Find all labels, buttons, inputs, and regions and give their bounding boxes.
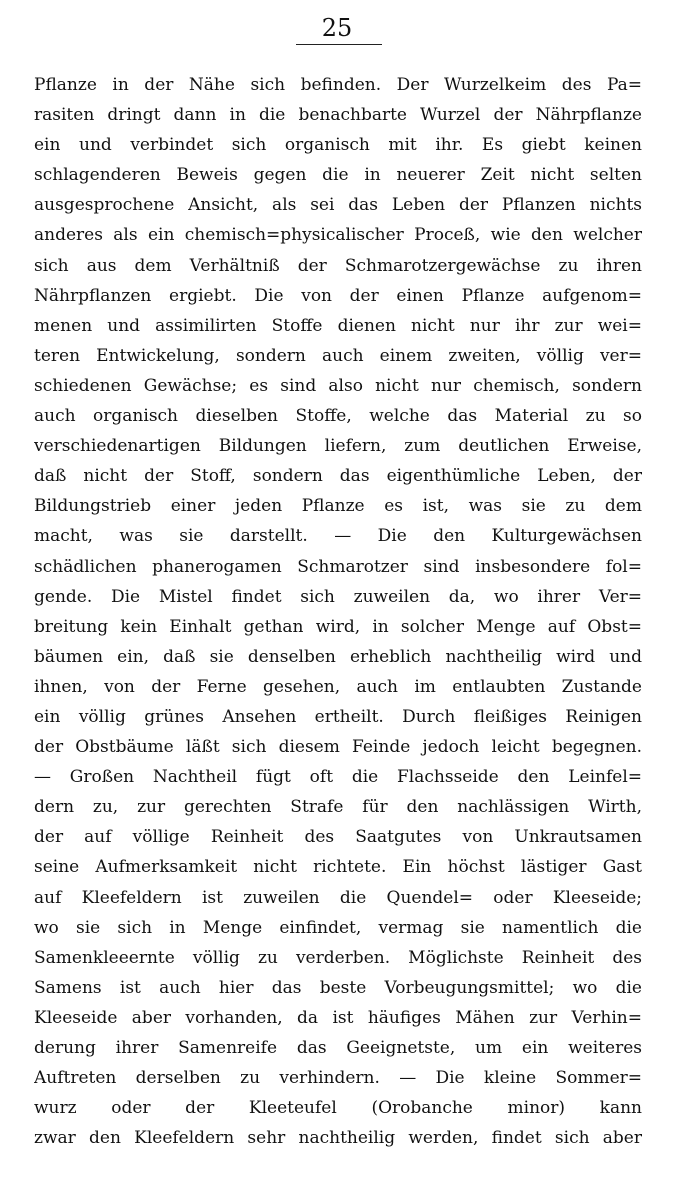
text-line: Nährpflanzen ergiebt. Die von der einen Pflanze aufgenom= — [34, 285, 642, 306]
text-line: ausgesprochene Ansicht, als sei das Leben der Pflanzen nichts — [34, 195, 642, 216]
text-line: sich aus dem Verhältniß der Schmarotzergewächse zu ihren — [34, 255, 642, 276]
text-line: auf Kleefeldern ist zuweilen die Quendel= oder Kleeseide; — [34, 887, 642, 908]
text-line: schlagenderen Beweis gegen die in neuerer Zeit nicht selten — [34, 165, 642, 186]
text-line: auch organisch dieselben Stoffe, welche das Material zu so — [34, 406, 642, 427]
text-line: Auftreten derselben zu verhindern. — Die kleine Sommer= — [34, 1068, 642, 1089]
text-line: ein und verbindet sich organisch mit ihr. Es giebt keinen — [34, 135, 642, 156]
text-line: daß nicht der Stoff, sondern das eigenthümliche Leben, der — [34, 466, 642, 487]
text-line: menen und assimilirten Stoffe dienen nicht nur ihr zur wei= — [34, 315, 642, 336]
text-line: dern zu, zur gerechten Strafe für den nachlässigen Wirth, — [34, 797, 642, 818]
text-line: Samens ist auch hier das beste Vorbeugungsmittel; wo die — [34, 977, 642, 998]
text-line: derung ihrer Samenreife das Geeignetste, um ein weiteres — [34, 1038, 642, 1058]
text-line: anderes als ein chemisch=physicalischer Proceß, wie den welcher — [34, 225, 642, 246]
text-line: der auf völlige Reinheit des Saatgutes von Unkrautsamen — [34, 827, 642, 848]
text-line: rasiten dringt dann in die benachbarte Wurzel der Nährpflanze — [34, 105, 642, 126]
text-line: ein völlig grünes Ansehen ertheilt. Durch fleißiges Reinigen — [34, 706, 642, 727]
text-line: schädlichen phanerogamen Schmarotzer sind insbesondere fol= — [34, 556, 642, 577]
text-line: Kleeseide aber vorhanden, da ist häufiges Mähen zur Verhin= — [34, 1007, 642, 1028]
text-line: schiedenen Gewächse; es sind also nicht nur chemisch, sondern — [34, 375, 642, 396]
header-rule — [296, 44, 382, 45]
text-line: — Großen Nachtheil fügt oft die Flachsseide den Leinfel= — [34, 767, 642, 788]
text-line: zwar den Kleefeldern sehr nachtheilig werden, findet sich aber — [34, 1128, 642, 1149]
text-line: verschiedenartigen Bildungen liefern, zum deutlichen Erweise, — [34, 436, 642, 457]
text-line: wurz oder der Kleeteufel (Orobanche minor) kann — [34, 1098, 642, 1119]
text-line: ihnen, von der Ferne gesehen, auch im entlaubten Zustande — [34, 676, 642, 697]
text-line: der Obstbäume läßt sich diesem Feinde jedoch leicht begegnen. — [34, 737, 642, 758]
text-line: breitung kein Einhalt gethan wird, in solcher Menge auf Obst= — [34, 616, 642, 637]
text-line: macht, was sie darstellt. — Die den Kulturgewächsen — [34, 526, 642, 547]
text-line: Pflanze in der Nähe sich befinden. Der Wurzelkeim des Pa= — [34, 75, 642, 95]
text-line: wo sie sich in Menge einfindet, vermag sie namentlich die — [34, 917, 642, 938]
page-number: 25 — [321, 14, 353, 42]
text-line: seine Aufmerksamkeit nicht richtete. Ein höchst lästiger Gast — [34, 857, 642, 878]
text-line: bäumen ein, daß sie denselben erheblich nachtheilig wird und — [34, 646, 642, 667]
text-line: Samenkleeernte völlig zu verderben. Möglichste Reinheit des — [34, 947, 642, 968]
text-line: Bildungstrieb einer jeden Pflanze es ist, was sie zu dem — [34, 496, 642, 517]
text-line: gende. Die Mistel findet sich zuweilen da, wo ihrer Ver= — [34, 586, 642, 607]
text-line: teren Entwickelung, sondern auch einem zweiten, völlig ver= — [34, 345, 642, 366]
body-text — [34, 70, 642, 1153]
